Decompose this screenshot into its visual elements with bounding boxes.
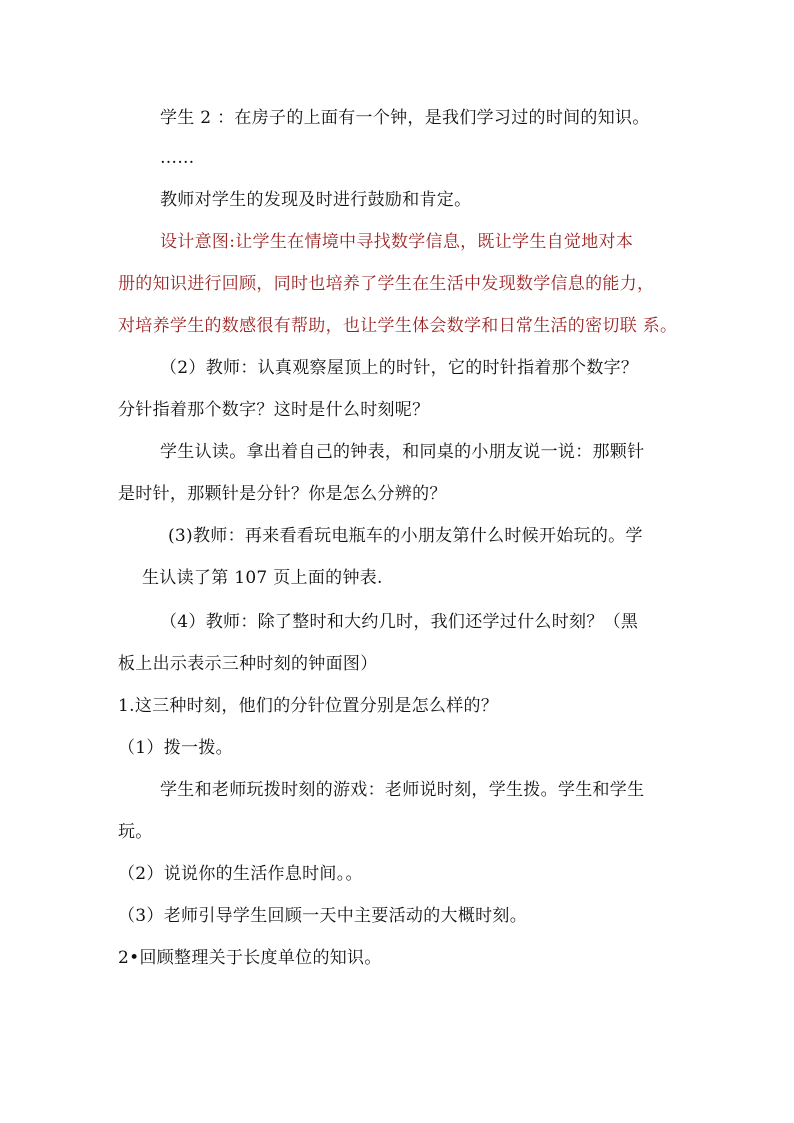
item-1-heading: 1.这三种时刻，他们的分针位置分别是怎么样的？ bbox=[118, 696, 499, 716]
paragraph-student-2: 学生 2 ：在房子的上面有一个钟，是我们学习过的时间的知识。 bbox=[160, 108, 650, 128]
sub-item-1: （1）拨一拨。 bbox=[118, 738, 233, 758]
design-intent-line-2: 册的知识进行回顾，同时也培养了学生在生活中发现数学信息的能力， bbox=[118, 274, 655, 294]
game-line-1: 学生和老师玩拨时刻的游戏：老师说时刻，学生拨。学生和学生 bbox=[160, 780, 645, 800]
paragraph-teacher-encourage: 教师对学生的发现及时进行鼓励和肯定。 bbox=[160, 190, 472, 210]
student-reading-line-1: 学生认读。拿出着自己的钟表，和同桌的小朋友说一说：那颗针 bbox=[160, 442, 645, 462]
design-intent-line-3: 对培养学生的数感很有帮助，也让学生体会数学和日常生活的密切联 系。 bbox=[118, 316, 678, 336]
question-4-line-2: 板上出示表示三种时刻的钟面图） bbox=[118, 654, 378, 674]
sub-item-3: （3）老师引导学生回顾一天中主要活动的大概时刻。 bbox=[118, 906, 528, 926]
question-3-line-1: (3)教师：再来看看玩电瓶车的小朋友第什么时候开始玩的。学 bbox=[168, 526, 643, 546]
question-2-line-2: 分针指着那个数字？这时是什么时刻呢？ bbox=[118, 400, 430, 420]
sub-item-2: （2）说说你的生活作息时间。。 bbox=[118, 864, 363, 884]
design-intent-line-1: 设计意图:让学生在情境中寻找数学信息，既让学生自觉地对本 bbox=[160, 232, 634, 252]
question-2-line-1: （2）教师：认真观察屋顶上的时针，它的时针指着那个数字？ bbox=[160, 358, 639, 378]
question-3-line-2: 生认读了第 107 页上面的钟表. bbox=[142, 568, 383, 588]
item-2-heading: 2•回顾整理关于长度单位的知识。 bbox=[118, 948, 382, 968]
ellipsis-line: …… bbox=[160, 148, 195, 168]
game-line-2: 玩。 bbox=[118, 822, 153, 842]
question-4-line-1: （4）教师：除了整时和大约几时，我们还学过什么时刻？（黑 bbox=[160, 612, 639, 632]
student-reading-line-2: 是时针，那颗针是分针？你是怎么分辨的？ bbox=[118, 484, 447, 504]
